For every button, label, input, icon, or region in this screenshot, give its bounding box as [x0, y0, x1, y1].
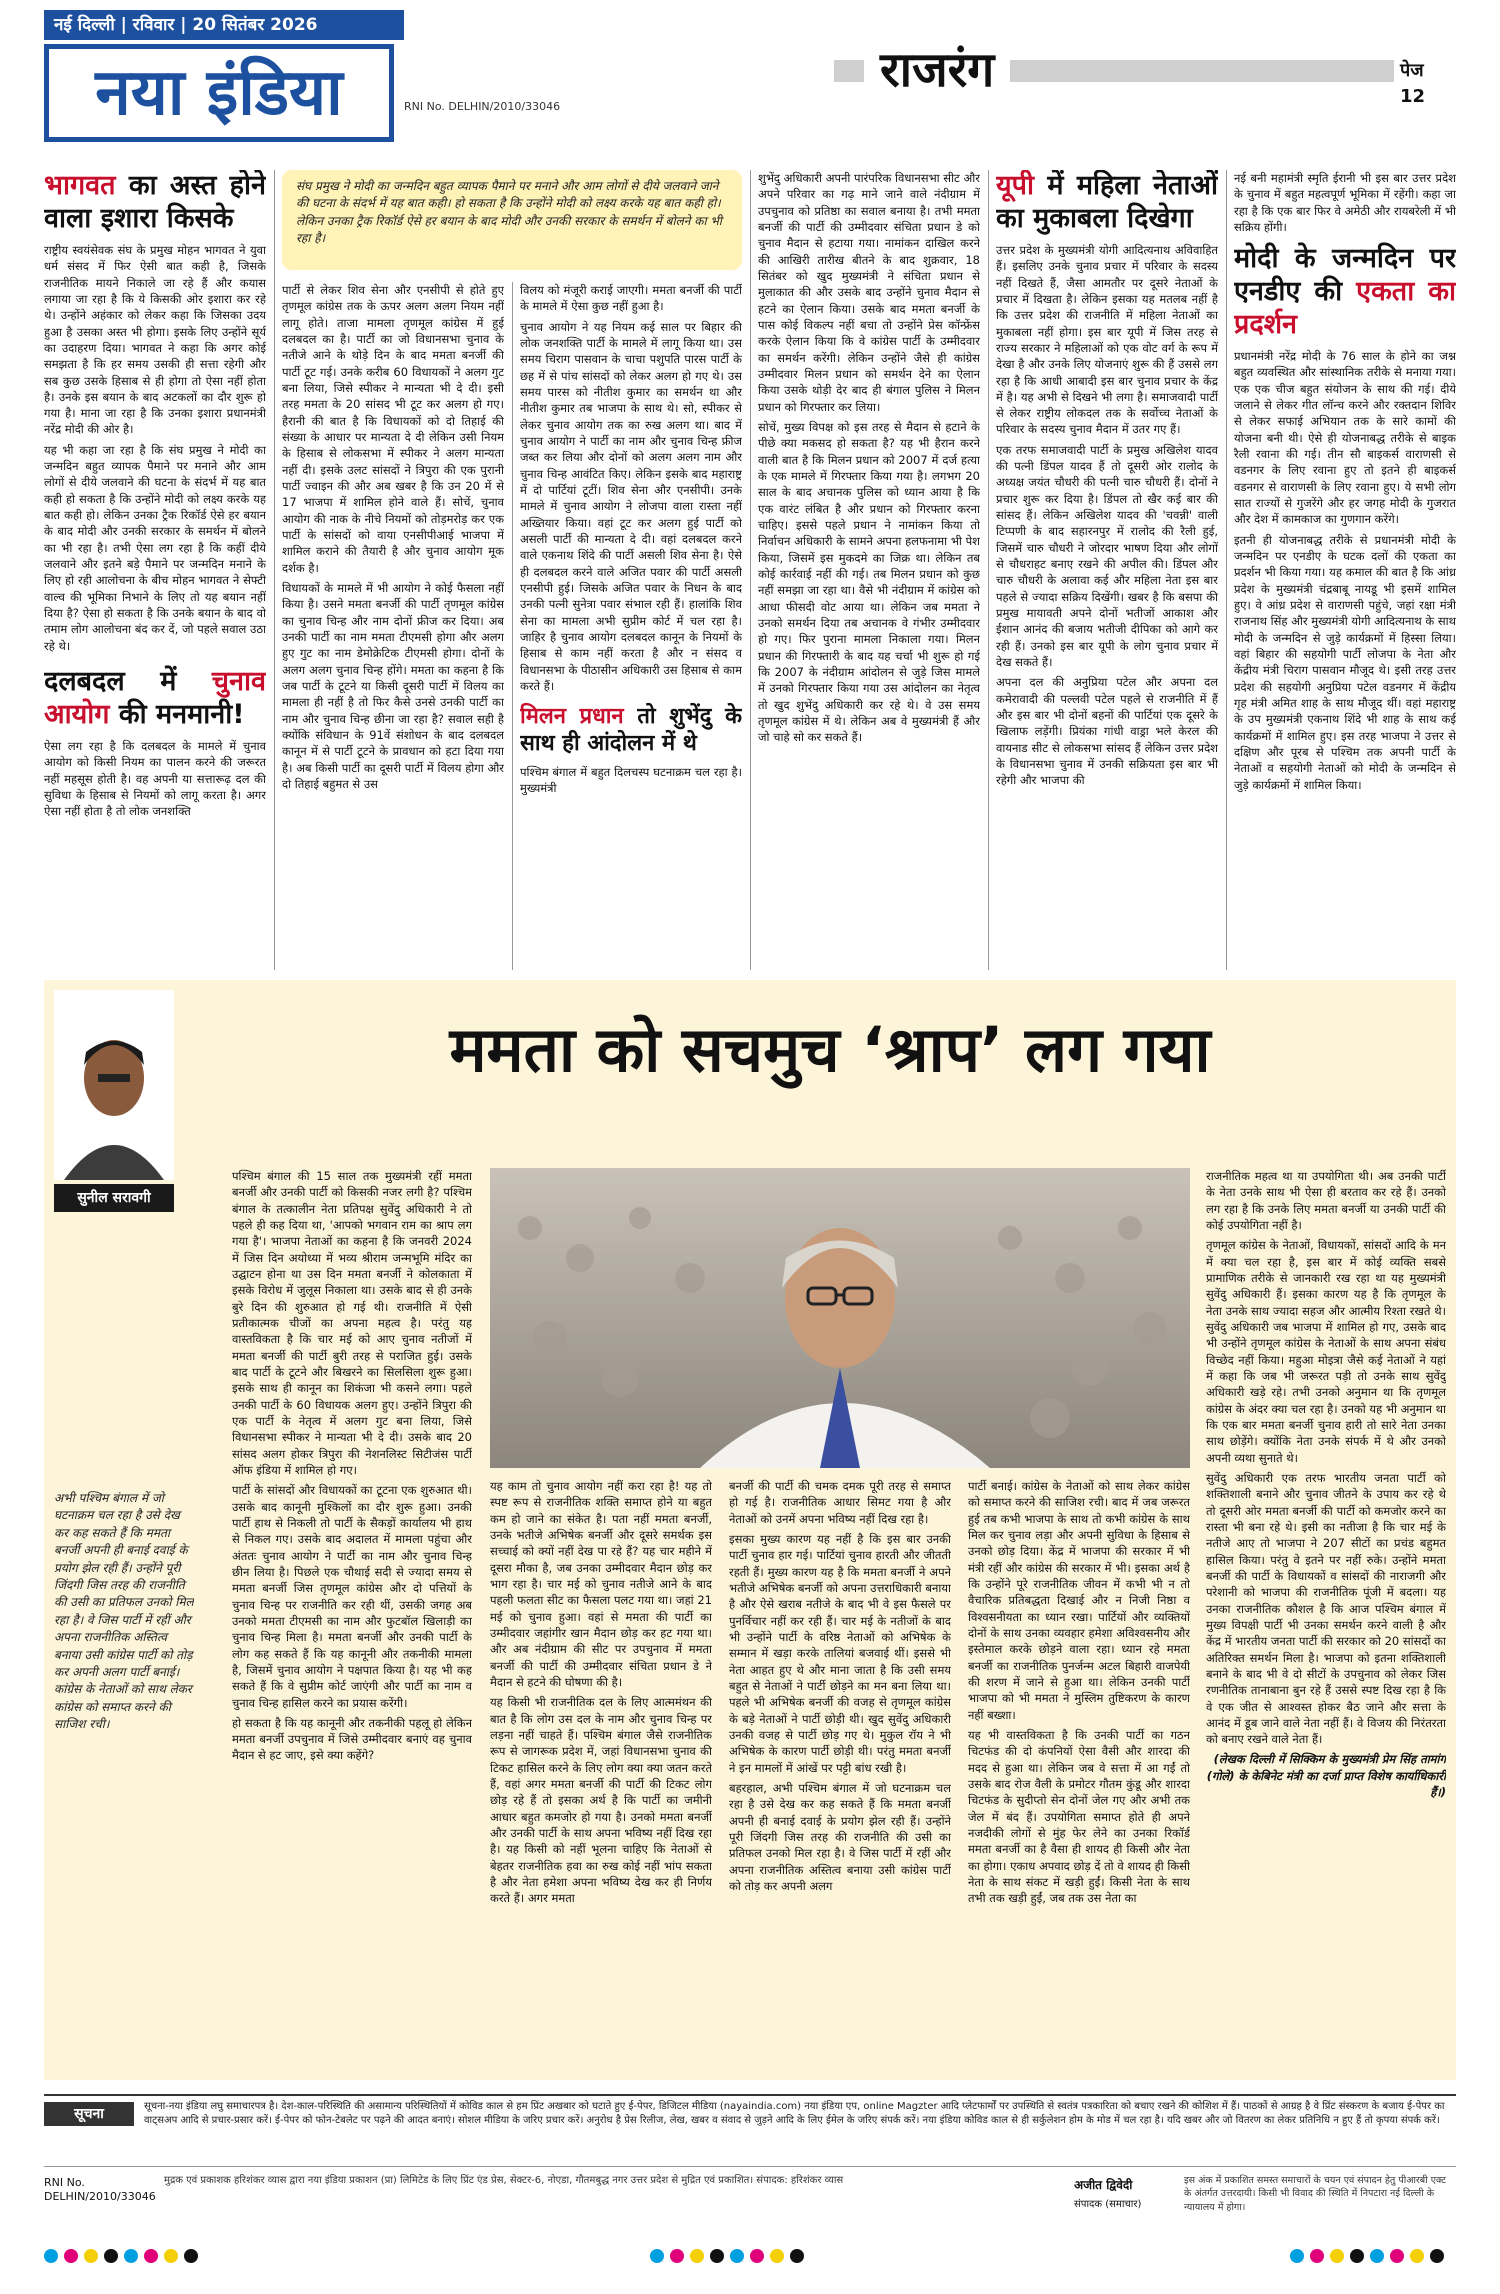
logo: [44, 44, 394, 142]
paragraph: ऐसा लग रहा है कि दलबदल के मामले में चुनाव आयोग को किसी नियम का पालन करने की जरूरत नहीं महसूस होती है। वह अपनी या सत्तारूढ़ दल की सुविधा के हिसाब से नियमों को लागू करता है। अगर ऐसा नहीं होता है तो लोक जनशक्ति: [44, 738, 266, 819]
pullquote: [282, 170, 742, 270]
byline-note: (लेखक दिल्ली में सिक्किम के मुख्यमंत्री प्रेम सिंह तामांग (गोले) के केबिनेट मंत्री का दर्जा प्राप्त विशेष कार्याधिकारी हैं।): [1206, 1752, 1446, 1800]
column-defection-a: पार्टी से लेकर शिव सेना और एनसीपी से होते हुए तृणमूल कांग्रेस तक के ऊपर अलग अलग नियम नहीं लागू होते। ताजा मामला तृणमूल कांग्रेस में हुई दलबदल का है। पार्टी का जो विधानसभा चुनाव के नतीजे आने के थोड़े दिन के बाद ममता बनर्जी की पार्टी टूट गई। उनके करीब 60 विधायकों ने अलग गुट बना लिया, जिसे स्पीकर ने मान्यता भी दे दी। इसी तरह ममता के 20 सांसद भी टूट कर अलग हो गए। हैरानी की बात है कि विधायकों को दो तिहाई की संख्या के आधार पर मान्यता दे दी लेकिन उसी नियम के हिसाब से लोकसभा में स्पीकर ने अलग मान्यता नहीं दी। इसके उलट सांसदों ने त्रिपुरा की एक पुरानी पार्टी ज्वाइन की और अब खबर है कि उन 20 में से 17 भाजपा में शामिल होने वाले हैं। सोचें, चुनाव आयोग की नाक के नीचे नियमों को तोड़मरोड़ कर एक पार्टी के सांसदों को वाया एनसीपीआई भाजपा में शामिल कराने की तैयारी है और चुनाव आयोग मूक दर्शक है। विधायकों के मामले में भी आयोग ने कोई फैसला नहीं किया है। उसने ममता बनर्जी की पार्टी तृणमूल कांग्रेस का चुनाव चिन्ह और नाम दोनों फ्रीज कर दिया। अब उनकी पार्टी का नाम ममता टीएमसी होगा और अलग हुए गुट का नाम डेमोक्रेटिक टीएमसी होगा। दोनों के अलग अलग चुनाव चिन्ह होंगे। ममता का कहना है कि जब पार्टी के टूटने या किसी दूसरी पार्टी में विलय का मामला ही नहीं है तो फिर कैसे उनसे उनकी पार्टी का नाम और चुनाव चिन्ह छीना जा रहा है? सवाल सही है क्योंकि संविधान के 91वें संशोधन के बाद दलबदल कानून में से पार्टी टूटने के प्रावधान को हटा दिया गया है। अब किसी पार्टी का दूसरी पार्टी में विलय होगा और दो तिहाई बहुमत से उस: [282, 283, 504, 791]
author-name: सुनील सरावगी: [54, 1184, 174, 1212]
hero-photo-icon: [490, 1168, 1190, 1468]
pullquote-text: संघ प्रमुख ने मोदी का जन्मदिन बहुत व्यापक पैमाने पर मनाने और आम लोगों से दीये जलवाने जाने की घटना के संदर्भ में यह बात कही। हो सकता है कि उन्होंने मोदी को लक्ष्य करके यह बात कही हो। लेकिन उनका ट्रैक रिकॉर्ड ऐसे हर बयान के बाद मोदी और उनकी सरकार के समर्थन में बोलने का भी रहा है।: [296, 179, 722, 246]
column-bhagwat: [44, 170, 266, 970]
headline-election-commission: दलबदल में चुनाव आयोग की मनमानी!: [44, 666, 266, 731]
main-column-c: बनर्जी की पार्टी की चमक दमक पूरी तरह से समाप्त हो गई है। राजनीतिक आधार सिमट गया है और नेताओं को उनमें अपना भविष्य नहीं दिख रहा है। इसका मुख्य कारण यह नहीं है कि इस बार उनकी पार्टी चुनाव हार गई। पार्टियां चुनाव हारती और जीतती रहती हैं। मुख्य कारण यह है कि ममता बनर्जी ने अपने भतीजे अभिषेक बनर्जी को अपना उत्तराधिकारी बनाया है और ऐसे खराब नतीजे के बाद भी वे इस फैसले पर पुनर्विचार नहीं कर रही हैं। चार मई के नतीजों के बाद भी उन्होंने पार्टी के वरिष्ठ नेताओं को अभिषेक के सम्मान में खड़ा करके तालियां बजवाई थीं। इससे भी नेता आहत हुए थे और माना जाता है कि उसी समय बहुत से नेताओं ने पार्टी छोड़ने का मन बना लिया था। पहले भी अभिषेक बनर्जी की वजह से तृणमूल कांग्रेस के बड़े नेताओं ने पार्टी छोड़ी थी। खुद सुवेंदु अधिकारी उनकी वजह से पार्टी छोड़ गए थे। मुकुल रॉय ने भी अभिषेक के कारण पार्टी छोड़ी थी। परंतु ममता बनर्जी ने इन मामलों में आंखें पर पट्टी बांध रखी है। बहरहाल, अभी पश्चिम बंगाल में जो घटनाक्रम चल रहा है उसे देख कर कह सकते हैं कि ममता बनर्जी अपनी ही बनाई दवाई के प्रयोग झेल रही हैं। उन्होंने पूरी जिंदगी जिस तरह की राजनीति की उसी का प्रतिफल उनको मिल रहा है। वे जिस पार्टी में रहीं और अपना राजनीतिक अस्तित्व बनाया उसी कांग्रेस पार्टी को तोड़ कर अपनी अलग: [729, 1479, 951, 1893]
page-number: पेज 12: [1394, 58, 1456, 110]
headline-up-women: यूपी में महिला नेताओं का मुकाबला दिखेगा: [996, 170, 1218, 234]
main-column-e: राजनीतिक महत्व था या उपयोगिता थी। अब उनकी पार्टी के नेता उनके साथ भी ऐसा ही बरताव कर रहे हैं। उनको लग रहा है कि उनके लिए ममता बनर्जी या उनकी पार्टी की कोई उपयोगिता नहीं है। तृणमूल कांग्रेस के नेताओं, विधायकों, सांसदों आदि के मन में क्या चल रहा है, इस बार में कोई व्यक्ति सबसे प्रामाणिक तरीके से जानकारी रख रहा था यह मुख्यमंत्री सुवेंदु अधिकारी हैं। इसका कारण यह है कि तृणमूल के नेता उनके साथ ज्यादा सहज और आत्मीय रिश्ता रखते थे। सुवेंदु अधिकारी जब भाजपा में शामिल हो गए, उसके बाद भी उन्होंने तृणमूल कांग्रेस के नेताओं के साथ अपना संबंध विच्छेद नहीं किया। महुआ मोइत्रा जैसे कई नेताओं ने यहां में कहा कि जब भी जरूरत पड़ी तो उनके साथ सुवेंदु अधिकारी खड़े रहे। तभी उनको अनुमान था कि तृणमूल कांग्रेस के अंदर क्या चल रहा है। उनको यह भी अनुमान था कि एक बार ममता बनर्जी चुनाव हारी तो सारे नेता उनका साथ छोड़ेंगे। क्योंकि नेता उनके संपर्क में थे और उनको अपनी व्यथा सुनाते थे। सुवेंदु अधिकारी एक तरफ भारतीय जनता पार्टी को शक्तिशाली बनाने और चुनाव जीतने के उपाय कर रहे थे तो दूसरी ओर ममता बनर्जी की पार्टी को कमजोर करने का रास्ता भी बना रहे थे। इसी का नतीजा है कि चार मई के नतीजे आए तो भाजपा ने 207 सीटों का प्रचंड बहुमत हासिल किया। परंतु वे इतने पर नहीं रुके। उन्होंने ममता बनर्जी की पार्टी के विधायकों व सांसदों की नाराजगी और परेशानी को भाजपा की राजनीतिक पूंजी में बदला। यह उनका राजनीतिक कौशल है कि आज पश्चिम बंगाल में मुख्य विपक्षी पार्टी भी उनका समर्थन करने वाली है और केंद्र में भारतीय जनता पार्टी की सरकार को 20 सांसदों का अतिरिक्त समर्थन मिला है। भाजपा को इतना शक्तिशाली बनाने के बाद भी वे दो सीटों के उपचुनाव को लेकर जिस रणनीतिक तानाबाना बुन रहे हैं उससे स्पष्ट दिख रहा है कि वे एक जीत से आश्वस्त होकर बैठ जाने और सत्ता के आनंद में डूब जाने वाले नेता नहीं हैं। वे विजय की निरंतरता को बनाए रखने वाले नेता हैं। (लेखक दिल्ली में सिक्किम के मुख्यमंत्री प्रेम सिंह तामांग (गोले) के केबिनेट मंत्री का दर्जा प्राप्त विशेष कार्याधिकारी हैं।): [1206, 1169, 1446, 1800]
author-box: [54, 990, 174, 1220]
masthead: [44, 10, 1456, 150]
registration-marks-right: [1290, 2248, 1450, 2267]
headline-bhagwat: भागवत का अस्त होने वाला इशारा किसके: [44, 170, 266, 234]
column-up-women: यूपी में महिला नेताओं का मुकाबला दिखेगा उत्तर प्रदेश के मुख्यमंत्री योगी आदित्यनाथ अविवाहित हैं। इसलिए उनके चुनाव प्रचार में परिवार के सदस्य नहीं दिखते हैं, जैसा आमतौर पर दूसरे नेताओं के प्रचार में दिखता है। लेकिन इसका यह मतलब नहीं है कि उत्तर प्रदेश की राजनीति में महिला नेताओं का मुकाबला नहीं होगा। इस बार यूपी में जिस तरह से राज्य सरकार ने महिलाओं को एक वोट वर्ग के रूप में देखा है और उनके लिए योजनाएं शुरू की हैं उससे लग रहा है कि आधी आबादी इस बार चुनाव प्रचार के केंद्र में है। यह अभी से दिखने भी लगा है। समाजवादी पार्टी से लेकर राष्ट्रीय लोकदल तक के सर्वोच्च नेताओं के परिवार के सदस्य चुनाव मैदान में उतर गए हैं। एक तरफ समाजवादी पार्टी के प्रमुख अखिलेश यादव की पत्नी डिंपल यादव हैं तो दूसरी ओर रालोद के अध्यक्ष जयंत चौधरी की पत्नी चारु चौधरी हैं। दोनों ने प्रचार शुरू कर दिया है। डिंपल तो खैर कई बार की सांसद हैं। लेकिन अखिलेश यादव की 'चवन्नी' वाली टिप्पणी के बाद सहारनपुर में रालोद की रैली हुई, जिसमें चारु चौधरी ने जोरदार भाषण दिया और लोगों से चौधराहट बनाए रखने की अपील की। डिंपल और चारु चौधरी के अलावा कई और महिला नेता इस बार पहले से ज्यादा सक्रिय दिखेंगी। खबर है कि बसपा की प्रमुख मायावती अपने दोनों भतीजों आकाश और ईशान आनंद की बजाय भतीजी दीपिका को आगे कर रही हैं। उनको इस बार यूपी के लोग चुनाव प्रचार में देख सकते हैं। अपना दल की अनुप्रिया पटेल और अपना दल कमेरावादी की पल्लवी पटेल पहले से राजनीति में हैं और इस बार भी दोनों बहनों की पार्टियां एक दूसरे के खिलाफ लड़ेंगी। प्रियंका गांधी वाड्रा भले केरल की वायनाड सीट से लोकसभा सांसद हैं लेकिन उत्तर प्रदेश के विधानसभा चुनाव में उनकी सक्रियता इस बार भी रहेगी और भाजपा की: [996, 170, 1218, 788]
notice-label: सूचना: [44, 2102, 134, 2126]
column-nandigram: शुभेंदु अधिकारी अपनी पारंपरिक विधानसभा सीट और अपने परिवार का गढ़ माने जाने वाले नंदीग्राम में उपचुनाव को प्रतिष्ठा का सवाल बनाया है। तभी ममता बनर्जी की पार्टी की उम्मीदवार संचिता प्रधान डे को चुनाव मैदान से हटाया गया। नामांकन दाखिल करने की आखिरी तारीख बीतने के बाद शुक्रवार, 18 सितंबर को खुद मुख्यमंत्री ने संचिता प्रधान से मुलाकात की और उसके बाद उन्होंने चुनाव मैदान से हटने का ऐलान किया। उसके बाद ममता बनर्जी के पास कोई विकल्प नहीं बचा तो उन्होंने प्रेस कॉन्फ्रेंस करके ऐलान किया कि वे कांग्रेस पार्टी के उम्मीदवार का समर्थन करेंगी। लेकिन उन्होंने जैसे ही कांग्रेस उम्मीदवार मिलन प्रधान को समर्थन देने का ऐलान किया उसके थोड़ी देर बाद ही बंगाल पुलिस ने मिलन प्रधान को गिरफ्तार कर लिया। सोचें, मुख्य विपक्ष को इस तरह से मैदान से हटाने के पीछे क्या मकसद हो सकता है? यह भी हैरान करने वाली बात है कि मिलन प्रधान को 2007 में दर्ज हत्या के एक मामले में गिरफ्तार किया गया है। लगभग 20 साल के बाद अचानक पुलिस को ध्यान आया है कि एक वारंट लंबित है और प्रधान को गिरफ्तार करना चाहिए। इससे पहले प्रधान ने नामांकन किया तो निर्वाचन अधिकारी के सामने अपना हलफनामा भी पेश किया, जिसमें इस मुकदमे का जिक्र था। लेकिन तब कोई कार्रवाई नहीं की गई। तब मिलन प्रधान को कुछ नहीं समझा जा रहा था। वैसे भी नंदीग्राम में कांग्रेस को आधा फीसदी वोट आया था। लेकिन जब ममता ने उनको समर्थन दिया तब अचानक वे गंभीर उम्मीदवार हो गए। फिर पुराना मामला निकाला गया। मिलन प्रधान की गिरफ्तारी के बाद यह चर्चा भी शुरू हो गई कि 2007 के नंदीग्राम आंदोलन से जुड़े जिस मामले में उनको गिरफ्तार किया गया उस आंदोलन का नेतृत्व तो खुद शुभेंदु अधिकारी कर रहे थे। वे उस समय तृणमूल कांग्रेस में थे। लेकिन अब वे मुख्यमंत्री हैं और जो चाहे सो कर सकते हैं।: [758, 171, 980, 745]
imprint-row: [44, 2170, 1456, 2234]
disclaimer: इस अंक में प्रकाशित समस्त समाचारों के चयन एवं संपादन हेतु पीआरबी एक्ट के अंतर्गत उत्तरदायी। किसी भी विवाद की स्थिति में निपटारा नई दिल्ली के न्यायालय में होगा।: [1184, 2175, 1446, 2213]
logo-text: नया इंडिया: [49, 49, 389, 137]
main-column-d: पार्टी बनाई। कांग्रेस के नेताओं को साथ लेकर कांग्रेस को समाप्त करने की साजिश रची। बाद में जब जरूरत हुई तब कभी भाजपा के साथ तो कभी कांग्रेस के साथ मिल कर चुनाव लड़ा और अपनी सुविधा के हिसाब से उनको छोड़ दिया। केंद्र में भाजपा की सरकार में भी मंत्री रहीं और कांग्रेस की सरकार में भी। इसका अर्थ है कि उन्होंने पूरे राजनीतिक जीवन में कभी भी न तो वैचारिक प्रतिबद्धता दिखाई और न निजी निष्ठा व विश्वसनीयता का ध्यान रखा। पार्टियों और व्यक्तियों दोनों के साथ उनका व्यवहार हमेशा अविश्वसनीय और इस्तेमाल करके छोड़ने वाला रहा। ध्यान रहे ममता बनर्जी का राजनीतिक पुनर्जन्म अटल बिहारी वाजपेयी की शरण में जाने से हुआ था। लेकिन उनकी पार्टी भाजपा को भी ममता ने मुस्लिम तुष्टिकरण के कारण नहीं बख्शा। यह भी वास्तविकता है कि उनकी पार्टी का गठन चिटफंड की दो कंपनियों ऐसा वैसी और शारदा की मदद से हुआ था। लेकिन जब वे सत्ता में आ गईं तो उसके बाद रोज वैली के प्रमोटर गौतम कुंडू और शारदा चिटफंड के सुदीप्तो सेन दोनों जेल गए और अभी तक जेल में बंद हैं। उपयोगिता समाप्त होते ही अपने नजदीकी लोगों से मुंह फेर लेने का उनका रिकॉर्ड ममता बनर्जी का है वैसा ही शायद ही किसी और नेता का होगा। एकाध अपवाद छोड़ दें तो वे शायद ही किसी नेता के साथ संकट में खड़ी हुईं। किसी नेता के साथ तभी तक खड़ी हुईं, जब तक उस नेता का: [968, 1479, 1190, 1906]
rni-number: RNI No. DELHIN/2010/33046: [404, 100, 561, 113]
imprint-text: मुद्रक एवं प्रकाशक हरिशंकर व्यास द्वारा नया इंडिया प्रकाशन (प्रा) लिमिटेड के लिए प्रिंट एंड प्रेस, सेक्टर-6, नोएडा, गौतमबुद्ध नगर उत्तर प्रदेश से मुद्रित एवं प्रकाशित। संपादक: हरिशंकर व्यास: [164, 2175, 844, 2186]
main-column-a: पश्चिम बंगाल की 15 साल तक मुख्यमंत्री रहीं ममता बनर्जी और उनकी पार्टी को किसकी नजर लगी है? पश्चिम बंगाल के तत्कालीन नेता प्रतिपक्ष सुवेंदु अधिकारी ने तो पहले ही कह दिया था, 'आपको भगवान राम का श्राप लग गया है'। भाजपा नेताओं का कहना है कि जनवरी 2024 में जिस दिन अयोध्या में भव्य श्रीराम जन्मभूमि मंदिर का उद्घाटन होना था उस दिन ममता बनर्जी ने कोलकाता में इसके विरोध में जुलूस निकाला था। उसके बाद से ही उनके बुरे दिन की शुरुआत हो गई थी। राजनीति में ऐसी प्रतीकात्मक चीजों का अपना महत्व है। परंतु यह वास्तविकता है कि चार मई को आए चुनाव नतीजों में ममता बनर्जी की पार्टी बुरी तरह से पराजित हुई। उसके बाद पार्टी के टूटने और बिखरने का सिलसिला शुरू हुआ। इसके साथ ही कानून का शिकंजा भी कसने लगा। पहले उनकी पार्टी के 60 विधायक अलग हुए। उन्होंने त्रिपुरा की एक पार्टी के नेतृत्व में अलग गुट बना लिया, जिसे विधानसभा स्पीकर ने मान्यता भी दे दी। उसके बाद 20 सांसद अलग होकर त्रिपुरा की नेशनलिस्ट सिटीजंस पार्टी ऑफ इंडिया में शामिल हो गए। पार्टी के सांसदों और विधायकों का टूटना एक शुरुआत थी। उसके बाद कानूनी मुश्किलों का दौर शुरू हुआ। उनकी पार्टी हाथ से निकली तो पार्टी के सैकड़ों कार्यालय भी हाथ से निकल गए। उसके बाद अदालत में मामला पहुंचा और अंततः चुनाव आयोग ने पार्टी का नाम और चुनाव चिन्ह छीन लिया है। पिछले एक चौथाई सदी से ज्यादा समय से ममता बनर्जी जिस तृणमूल कांग्रेस और दो पत्तियों के चुनाव चिन्ह पर राजनीति कर रही थीं, उसकी जगह अब उनको ममता टीएमसी का नाम और फुटबॉल खिलाड़ी का चुनाव चिन्ह मिला है। ममता बनर्जी और उनकी पार्टी के लोग कह सकते हैं कि यह कानूनी और तकनीकी मामला है, जिसमें चुनाव आयोग ने पक्षपात किया है। यह भी कह सकते हैं कि वे सुप्रीम कोर्ट जाएंगी और पार्टी का नाम व चुनाव चिन्ह हासिल करने का प्रयास करेंगी। हो सकता है कि यह कानूनी और तकनीकी पहलू हो लेकिन ममता बनर्जी उपचुनाव में जिसे उम्मीदवार बनाएं वह चुनाव मैदान से हट जाए, इसे क्या कहेंगे?: [232, 1169, 472, 1763]
paragraph: यह भी कहा जा रहा है कि संघ प्रमुख ने मोदी का जन्मदिन बहुत व्यापक पैमाने पर मनाने और आम लोगों से दीये जलवाने की घटना के संदर्भ में यह बात कही हो सकता है कि उन्होंने मोदी को लक्ष्य करके यह बात कही हो। लेकिन उनका ट्रैक रिकॉर्ड ऐसे हर बयान के बाद मोदी और उनकी सरकार के समर्थन में बोलने का भी रहा है। तभी ऐसा लग रहा है कि कहीं दीये जलवाने और इतने बड़े पैमाने पर जन्मदिन मनाने के लिए हो रही आलोचना के बीच मोहन भागवत ने सेफ्टी वाल्व की भूमिका निभाने के लिए तो यह बयान नहीं दिया है? ऐसा हो सकता है कि उनके बयान के बाद वो तमाम लोग आलोचना बंद कर दें, जो पहले सवाल उठा रहे थे।: [44, 442, 266, 653]
column-defection-b: विलय को मंजूरी कराई जाएगी। ममता बनर्जी की पार्टी के मामले में ऐसा कुछ नहीं हुआ है। चुनाव आयोग ने यह नियम कई साल पर बिहार की लोक जनशक्ति पार्टी के मामले में लागू किया था। उस समय चिराग पासवान के चाचा पशुपति पारस पार्टी के छह में से पांच सांसदों को लेकर अलग हो गए थे। उस समय पारस को नीतीश कुमार का समर्थन था और नीतीश कुमार तब भाजपा के साथ थे। सो, स्पीकर से लेकर चुनाव आयोग तक का रुख अलग था। बाद में चुनाव आयोग ने पार्टी का नाम और चुनाव चिन्ह फ्रीज जब्त कर लिया और दोनों को अलग अलग नाम और चुनाव चिन्ह आवंटित किए। लेकिन इसके बाद महाराष्ट्र में दो पार्टियां टूटीं। शिव सेना और एनसीपी। उनके मामले में चुनाव आयोग ने लोजपा वाला रास्ता नहीं अख्तियार किया। वहां टूट कर अलग हुई पार्टी को असली पार्टी की मान्यता दे दी। वहां दलबदल करने वाले एकनाथ शिंदे की पार्टी असली शिव सेना है। ऐसे ही दलबदल करने वाले अजित पवार की पार्टी असली एनसीपी हुई। जिसके अजित पवार के निधन के बाद उनकी पत्नी सुनेत्रा पवार संभाल रही हैं। हालांकि शिव सेना का मामला अभी सुप्रीम कोर्ट में चल रहा है। जाहिर है चुनाव आयोग दलबदल कानून के नियमों के हिसाब से काम नहीं करता है और न संसद व विधानसभा के पीठासीन अधिकारी उस हिसाब से काम करते हैं। मिलन प्रधान तो शुभेंदु के साथ ही आंदोलन में थे पश्चिम बंगाल में बहुत दिलचस्प घटनाक्रम चल रहा है। मुख्यमंत्री: [520, 283, 742, 796]
notice-text: सूचना-नया इंडिया लघु समाचारपत्र है। देश-काल-परिस्थिति की असामान्य परिस्थितियों में कोविड काल से हम प्रिंट अखबार को घटाते हुए ई-पेपर, डिजिटल मीडिया (nayaindia.com) नया इंडिया एप, online Magzter आदि प्लेटफार्मों पर उपस्थिति से स्वतंत्र पत्रकारिता को बचाए रखने की कोशिश में हैं। पाठकों से आग्रह है वे प्रिंट संस्करण के बजाय ई-पेपर का वाट्सअप आदि से प्रचार-प्रसार करें। ई-पेपर को फोन-टेबलेट पर पढ़ने की आदत बनाएं। सोशल मीडिया के जरिए प्रचार करें। अनुरोध है प्रेस रिलीज, लेख, खबर व संवाद से जुड़ने आदि के लिए ईमेल के जरिए संपर्क करें। नया इंडिया कोविड काल से ही सर्कुलेशन होम के मोड में चल रहा है। यदि खबर और जो वितरण का लेकर प्रतिनिधि न हुए हैं तो कृपया संपर्क करें।: [144, 2101, 1445, 2126]
column-modi-birthday: नई बनी महामंत्री स्मृति ईरानी भी इस बार उत्तर प्रदेश के चुनाव में बहुत महत्वपूर्ण भूमिका में रहेंगी। कहा जा रहा है कि एक बार फिर वे अमेठी और रायबरेली में भी सक्रिय होंगी। मोदी के जन्मदिन पर एनडीए की एकता का प्रदर्शन प्रधानमंत्री नरेंद्र मोदी के 76 साल के होने का जश्न बहुत व्यवस्थित और सांस्थानिक तरीके से मनाया गया। एक एक चीज बहुत संयोजन के साथ की गई। दीये जलाने से लेकर गीत लॉन्च करने और रक्तदान शिविर से लेकर सफाई अभियान तक के सारे कामों की योजना बनी थी। ऐसे ही योजनाबद्ध तरीके से बाइक रैली रवाना की गई। तीन सौ बाइकर्स वाराणसी से वडनगर के लिए रवाना हुए तो इतने ही बाइकर्स वडनगर से वाराणसी के लिए रवाना हुए। ये सभी लोग सात राज्यों से गुजरेंगे और हर जगह मोदी के गुजरात और देश में कामकाज का गुणगान करेंगे। इतनी ही योजनाबद्ध तरीके से प्रधानमंत्री मोदी के जन्मदिन पर एनडीए के घटक दलों की एकता का प्रदर्शन भी किया गया। यह कमाल की बात है कि आंध्र प्रदेश के मुख्यमंत्री चंद्रबाबू नायडू भी इसमें शामिल हुए। वे आंध्र प्रदेश से वाराणसी पहुंचे, जहां रक्षा मंत्री राजनाथ सिंह और मुख्यमंत्री योगी आदित्यनाथ के साथ मोदी के जन्मदिन से जुड़े कार्यक्रमों में हिस्सा लिया। वहां बिहार की सहयोगी पार्टी लोजपा के नेता और केंद्रीय मंत्री चिराग पासवान मौजूद थे। इसी तरह उत्तर प्रदेश की सहयोगी अनुप्रिया पटेल वडनगर में केंद्रीय गृह मंत्री अमित शाह के साथ मौजूद थीं। वहां महाराष्ट्र के उप मुख्यमंत्री एकनाथ शिंदे भी शाह के साथ कई कार्यक्रमों में शामिल हुए। इस तरह भाजपा ने उत्तर से दक्षिण और पूरब से पश्चिम तक अपनी पार्टी के नेताओं व सहयोगी नेताओं को मोदी के जन्मदिन से जुड़े कार्यक्रमों में शामिल किया।: [1234, 171, 1456, 792]
editor-title: संपादक (समाचार): [1074, 2199, 1142, 2210]
paragraph: राष्ट्रीय स्वयंसेवक संघ के प्रमुख मोहन भागवत ने युवा धर्म संसद में फिर ऐसी बात कही है, जिसके राजनीतिक मायने निकाले जा रहे हैं और कयास लगाया जा रहा है कि ये किसकी ओर इशारा कर रहे थे। उन्होंने अहंकार को लेकर कहा कि जिसका उदय हुआ है उसका अस्त भी होगा। इसके लिए उन्होंने सूर्य का उदाहरण दिया। भागवत ने कहा कि अगर कोई समझता है कि हर समय उसकी ही सत्ता रहेगी और सब कुछ उसके हिसाब से ही होगा तो ऐसा नहीं होता है। उनके इस बयान के बाद अटकलों का दौर शुरू हो गया है। माना जा रहा है कि उनका इशारा प्रधानमंत्री नरेंद्र मोदी की ओर है।: [44, 242, 266, 437]
dateline: नई दिल्ली | रविवार | 20 सितंबर 2026: [44, 10, 404, 40]
section-title: राजरंग: [864, 40, 1010, 100]
main-headline: ममता को सचमुच ‘श्राप’ लग गया: [449, 1013, 1211, 1086]
registration-marks-left: [44, 2248, 204, 2267]
notice-box: [44, 2094, 1456, 2167]
registration-marks-center: [650, 2248, 810, 2267]
editor-signature: अजीत द्विवेदी: [1074, 2178, 1133, 2192]
side-quote: अभी पश्चिम बंगाल में जो घटनाक्रम चल रहा है उसे देख कर कह सकते हैं कि ममता बनर्जी अपनी ही बनाई दवाई के प्रयोग झेल रही हैं। उन्होंने पूरी जिंदगी जिस तरह की राजनीति की उसी का प्रतिफल उनको मिल रहा है। वे जिस पार्टी में रहीं और अपना राजनीतिक अस्तित्व बनाया उसी कांग्रेस पार्टी को तोड़ कर अपनी अलग पार्टी बनाई। कांग्रेस के नेताओं को साथ लेकर कांग्रेस को समाप्त करने की साजिश रची।: [54, 1491, 194, 1732]
footer-rni: RNI No. DELHIN/2010/33046: [44, 2176, 156, 2204]
author-portrait-icon: [54, 990, 174, 1180]
main-column-b: यह काम तो चुनाव आयोग नहीं करा रहा है! यह तो स्पष्ट रूप से राजनीतिक शक्ति समाप्त होने या बहुत कम हो जाने का संकेत है। पता नहीं ममता बनर्जी, उनके भतीजे अभिषेक बनर्जी और दूसरे समर्थक इस सच्चाई को क्यों नहीं देख पा रहे हैं? यह चार महीने में दूसरा मौका है, जब उनका उम्मीदवार मैदान छोड़ कर भाग रहा है। चार मई को चुनाव नतीजे आने के बाद पहली फलता सीट का फैसला पलट गया था। जहां 21 मई को चुनाव हुआ। वहां से ममता की पार्टी का उम्मीदवार जहांगीर खान मैदान छोड़ कर हट गया था। और अब नंदीग्राम की सीट पर उपचुनाव में ममता बनर्जी की पार्टी की उम्मीदवार संचिता प्रधान डे ने मैदान से हटने की घोषणा की है। यह किसी भी राजनीतिक दल के लिए आत्ममंथन की बात है कि लोग उस दल के नाम और चुनाव चिन्ह पर लड़ना नहीं चाहते हैं। पश्चिम बंगाल जैसे राजनीतिक रूप से जागरूक प्रदेश में, जहां विधानसभा चुनाव की टिकट हासिल करने के लिए लोग क्या क्या जतन करते हैं, वहां अगर ममता बनर्जी की पार्टी की टिकट लोग छोड़ रहे हैं तो इसका अर्थ है कि पार्टी का जमीनी आधार बहुत कमजोर हो गया है। उनको ममता बनर्जी और उनकी पार्टी के साथ अपना भविष्य नहीं दिख रहा है। यह किसी को नहीं भूलना चाहिए कि नेताओं से बेहतर राजनीतिक हवा का रुख कोई नहीं भांप सकता है और नेता हमेशा अपना भविष्य देख कर ही निर्णय करते हैं। अगर ममता: [490, 1479, 712, 1906]
headline-milan-pradhan: मिलन प्रधान तो शुभेंदु के साथ ही आंदोलन में थे: [520, 704, 742, 757]
headline-nda-unity: मोदी के जन्मदिन पर एनडीए की एकता का प्रदर्शन: [1234, 243, 1456, 341]
